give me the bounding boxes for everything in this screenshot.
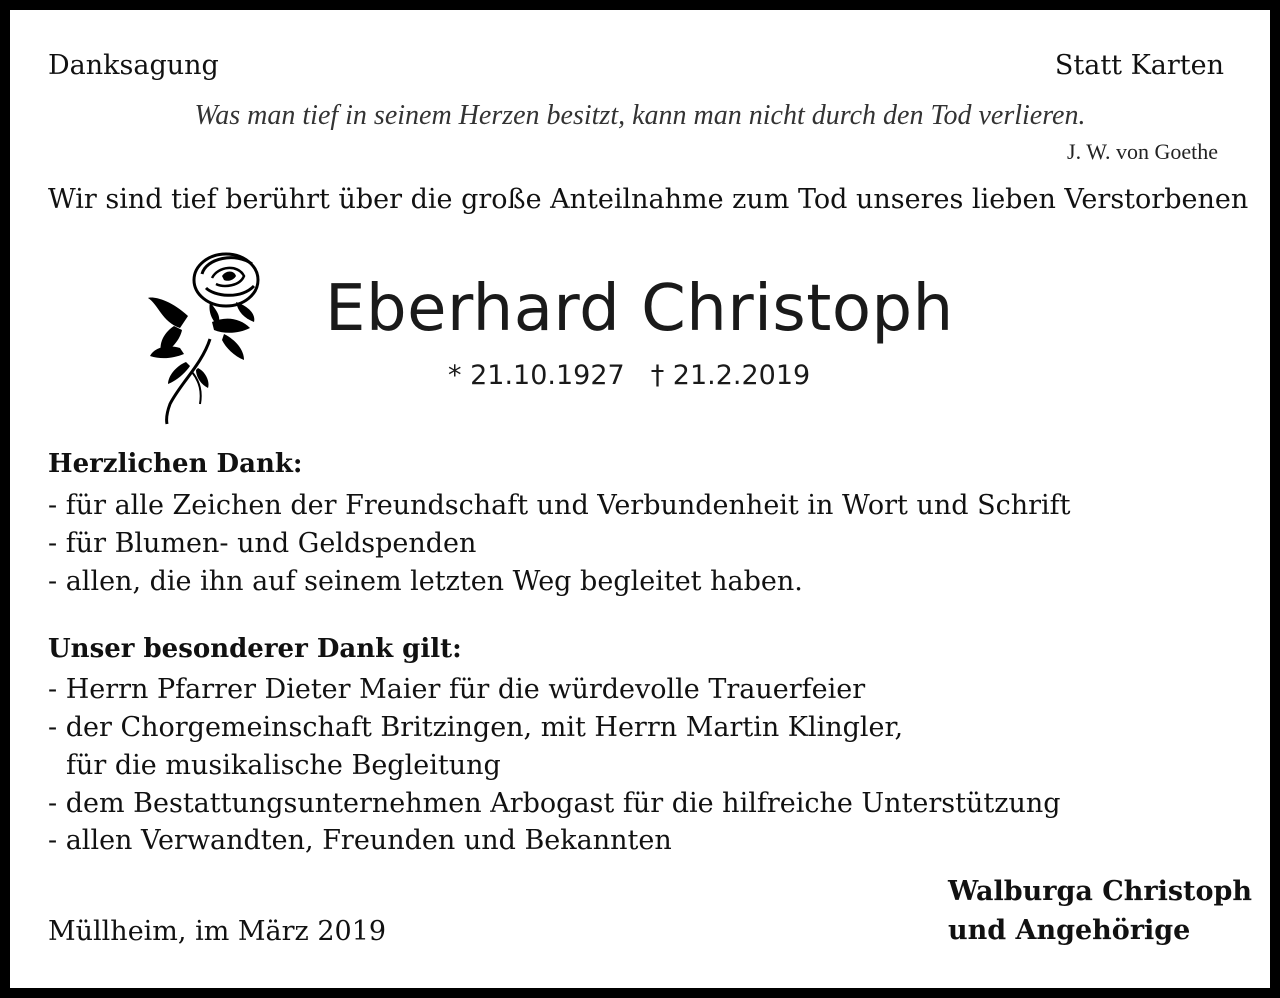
special-thanks-item: - der Chorgemeinschaft Britzingen, mit Herrn Martin Klingler, — [48, 712, 904, 743]
thanks-heading: Herzlichen Dank: — [48, 449, 303, 479]
quote-author: J. W. von Goethe — [1067, 139, 1218, 164]
life-dates — [448, 360, 810, 391]
quote-text: Was man tief in seinem Herzen besitzt, kann man nicht durch den Tod verlieren. — [194, 100, 1086, 131]
rose-icon — [140, 244, 270, 426]
header-statt-karten: Statt Karten — [1054, 50, 1224, 81]
signature-family: und Angehörige — [948, 915, 1191, 946]
thanks-item: - allen, die ihn auf seinem letzten Weg begleitet haben. — [48, 566, 803, 597]
special-thanks-item: - Herrn Pfarrer Dieter Maier für die würdevolle Trauerfeier — [48, 674, 866, 705]
intro-text: Wir sind tief berührt über die große Anteilnahme zum Tod unseres lieben Verstorbenen — [48, 184, 1249, 215]
special-thanks-item: für die musikalische Begleitung — [66, 750, 501, 781]
birth-date: * 21.10.1927 — [448, 360, 625, 391]
signature-name: Walburga Christoph — [948, 876, 1253, 907]
death-date: † 21.2.2019 — [650, 360, 811, 391]
thanks-item: - für alle Zeichen der Freundschaft und Verbundenheit in Wort und Schrift — [48, 490, 1071, 521]
special-thanks-item: - dem Bestattungsunternehmen Arbogast für die hilfreiche Unterstützung — [48, 788, 1061, 819]
place-date: Müllheim, im März 2019 — [48, 916, 387, 947]
deceased-name: Eberhard Christoph — [325, 272, 954, 346]
special-thanks-heading: Unser besonderer Dank gilt: — [48, 634, 462, 664]
header-danksagung: Danksagung — [48, 50, 219, 81]
special-thanks-item: - allen Verwandten, Freunden und Bekannten — [48, 825, 672, 856]
thanks-item: - für Blumen- und Geldspenden — [48, 528, 477, 559]
